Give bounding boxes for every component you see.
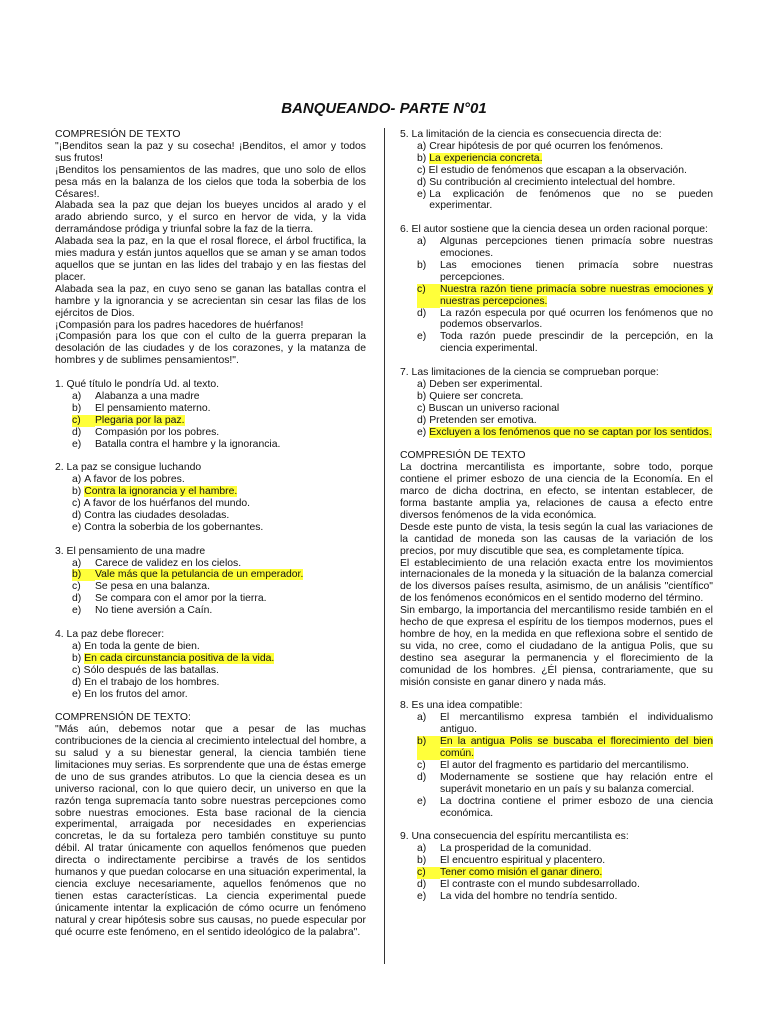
- option-a: a) A favor de los pobres.: [72, 474, 185, 486]
- option-a: a) Algunas percepciones tienen primacía sobre nuestras emociones.: [417, 236, 713, 260]
- option-d: d) Se compara con el amor por la tierra.: [72, 593, 267, 605]
- option-d: d) En el trabajo de los hombres.: [72, 676, 220, 688]
- passage-paragraph: El establecimiento de una relación exacta entre los movimientos internacionales de la moneda y la situación de la balanza comercial de los diversos países resulta, asimismo, de un análisis "científico" de los fenómenos económicos en el sentido moderno del término.: [400, 557, 713, 605]
- section-3: [400, 450, 713, 688]
- question-8: [400, 700, 713, 819]
- option-c: c) Se pesa en una balanza.: [72, 581, 210, 593]
- passage-paragraph: ¡Benditos los pensamientos de las madres, que uno solo de ellos pesa más en la balanza de los cielos que toda la soberbia de los Césares!.: [55, 164, 366, 200]
- column-divider: [384, 128, 385, 964]
- question-7: [400, 367, 713, 438]
- option-e: e) Toda razón puede prescindir de la percepción, en la ciencia experimental.: [417, 331, 713, 355]
- option-a: a) En toda la gente de bien.: [72, 640, 200, 652]
- option-b: b) Quiere ser concreta.: [417, 390, 524, 402]
- option-a: a) Carece de validez en los cielos.: [72, 557, 242, 569]
- question-6: [400, 224, 713, 355]
- option-d: d) El contraste con el mundo subdesarrollado.: [417, 879, 640, 891]
- passage-paragraph: Alabada sea la paz, en la que el rosal florece, el árbol fructifica, la mies madura y están juntos aquellos que se aman y se aman todos aquellos que se juntan en las lides del trabajo y en las fiestas del placer.: [55, 236, 366, 283]
- option-b: b) El pensamiento materno.: [72, 402, 211, 414]
- question-stem: 9. Una consecuencia del espíritu mercantilista es:: [400, 831, 629, 843]
- option-e: e) La doctrina contiene el primer esbozo de una ciencia económica.: [417, 795, 713, 819]
- passage-paragraph: ¡Compasión para los que con el culto de la guerra preparan la desolación de las ciudades y de los corazones, y la matanza de hombres y de sublimes pensamientos!".: [55, 331, 366, 367]
- question-stem: 7. Las limitaciones de la ciencia se comprueban porque:: [400, 367, 659, 379]
- option-b-highlighted: b) Vale más que la petulancia de un emperador.: [72, 569, 304, 581]
- passage-paragraph: La doctrina mercantilista es importante, sobre todo, porque contiene el primer esbozo de una ciencia de la Economía. En el marco de dicha doctrina, en efecto, se intentan establecer, de forma bastante amplia ya, relaciones de causa a efecto entre diversos fenómenos de la vida económica.: [400, 462, 713, 521]
- question-stem: 2. La paz se consigue luchando: [55, 462, 202, 474]
- option-d: d) Su contribución al crecimiento intelectual del hombre.: [417, 176, 676, 188]
- section-2: [55, 712, 366, 938]
- option-a: a) El mercantilismo expresa también el individualismo antiguo.: [417, 712, 713, 736]
- option-b-highlighted: b) En la antigua Polis se buscaba el florecimiento del bien común.: [417, 736, 713, 760]
- section-heading: COMPRESIÓN DE TEXTO: [400, 450, 526, 462]
- right-column: [400, 129, 713, 903]
- question-stem: 5. La limitación de la ciencia es consecuencia directa de:: [400, 129, 662, 140]
- option-c-highlighted: c) Plegaria por la paz.: [72, 414, 185, 426]
- question-stem: 4. La paz debe florecer:: [55, 629, 165, 640]
- option-b-highlighted: b) Contra la ignorancia y el hambre.: [72, 486, 238, 498]
- option-e-highlighted: e) Excluyen a los fenómenos que no se captan por los sentidos.: [417, 426, 712, 438]
- option-d: d) La razón especula por qué ocurren los fenómenos que no podemos observarlos.: [417, 307, 713, 331]
- option-b-highlighted: b) La experiencia concreta.: [417, 152, 543, 164]
- question-1: [55, 379, 366, 450]
- option-e: e) Batalla contra el hambre y la ignorancia.: [72, 438, 281, 450]
- option-c: c) Sólo después de las batallas.: [72, 664, 219, 676]
- question-4: [55, 629, 366, 700]
- option-e: e) La vida del hombre no tendría sentido.: [417, 890, 618, 902]
- option-b: b) El encuentro espiritual y placentero.: [417, 855, 606, 867]
- option-c-highlighted: c) Nuestra razón tiene primacía sobre nuestras emociones y nuestras percepciones.: [417, 283, 713, 307]
- option-b-highlighted: b) En cada circunstancia positiva de la vida.: [72, 652, 275, 664]
- option-a: a) La prosperidad de la comunidad.: [417, 843, 592, 855]
- question-5: [400, 129, 713, 212]
- question-stem: 1. Qué título le pondría Ud. al texto.: [55, 379, 220, 391]
- option-c-highlighted: c) Tener como misión el ganar dinero.: [417, 867, 603, 879]
- section-heading: COMPRESIÓN DE TEXTO: [55, 129, 181, 140]
- option-c: c) Buscan un universo racional: [417, 402, 560, 414]
- question-9: [400, 831, 713, 902]
- passage-paragraph: "Más aún, debemos notar que a pesar de las muchas contribuciones de la ciencia al crecimiento intelectual del hombre, a su salud y a su bienestar general, la ciencia también tiene limitaciones muy serias. Es sorprendente que una de éstas emerge de uno de sus grandes atributos. Lo que la ciencia desea es un universo racional, con lo que quiero decir, un universo en que la razón tenga supremacía tanto sobre nuestras percepciones como sobre nuestras emociones. Esta base racional de la ciencia experimental, arraigada por necesidades en experiencias concretas, le da su fortaleza pero también constituye su punto débil. Al tratar únicamente con aquellos fenómenos que pueden directa o indirectamente percibirse a través de los sentidos humanos y que puedan colocarse en una situación experimental, la ciencia excluye necesariamente, aquellos fenómenos que no tienen estas características. La ciencia experimental puede únicamente intentar la explicación de cómo ocurre un fenómeno natural y crear hipótesis sobre sus causas, no puede especular por qué ocurre este fenómeno, en el sentido ideológico de la palabra".: [55, 724, 366, 938]
- passage-paragraph: Alabada sea la paz que dejan los bueyes uncidos al arado y el arado abriendo surco, y el surco en hervor de vida, y la vida derramándose pródiga y triunfal sobre la faz de la tierra.: [55, 200, 366, 236]
- option-e: e) En los frutos del amor.: [72, 688, 188, 700]
- passage-paragraph: Sin embargo, la importancia del mercantilismo reside también en el hecho de que expresa el espíritu de los tiempos modernos, pues el hombre de hoy, en la medida en que reflexiona sobre el sentido de su vida, no cree, como el ciudadano de la antigua Polis, que su destino sea asegurar la permanencia y el florecimiento de la comunidad de los hombres. ¿Él piensa, contrariamente, que su misión consiste en ganar dinero y nada más.: [400, 605, 713, 688]
- section-heading: COMPRENSIÓN DE TEXTO:: [55, 712, 191, 724]
- question-2: [55, 462, 366, 533]
- question-stem: 3. El pensamiento de una madre: [55, 545, 206, 557]
- passage-paragraph: ¡Compasión para los padres hacedores de huérfanos!: [55, 319, 304, 331]
- option-d: d) Contra las ciudades desoladas.: [72, 509, 230, 521]
- option-e: e) No tiene aversión a Caín.: [72, 605, 213, 617]
- page-title: BANQUEANDO- PARTE N°01: [281, 100, 487, 117]
- option-c: c) A favor de los huérfanos del mundo.: [72, 498, 251, 510]
- option-e: e) Contra la soberbia de los gobernantes.: [72, 521, 264, 533]
- option-a: a) Alabanza a una madre: [72, 390, 200, 402]
- option-c: c) El autor del fragmento es partidario del mercantilismo.: [417, 759, 689, 771]
- passage-paragraph: Desde este punto de vista, la tesis según la cual las variaciones de la cantidad de moneda son las causas de la variación de los precios, por muy discutible que sea, es completamente típica.: [400, 521, 713, 557]
- passage-paragraph: "¡Benditos sean la paz y su cosecha! ¡Benditos, el amor y todos sus frutos!: [55, 140, 366, 164]
- question-3: [55, 546, 366, 617]
- option-d: d) Modernamente se sostiene que hay relación entre el superávit monetario en un país y su balanza comercial.: [417, 771, 713, 795]
- option-a: a) Deben ser experimental.: [417, 379, 543, 390]
- question-stem: 6. El autor sostiene que la ciencia desea un orden racional porque:: [400, 224, 708, 236]
- left-column: [55, 129, 366, 939]
- option-a: a) Crear hipótesis de por qué ocurren los fenómenos.: [417, 140, 664, 152]
- option-c: c) El estudio de fenómenos que escapan a la observación.: [417, 164, 687, 176]
- passage-paragraph: Alabada sea la paz, en cuyo seno se ganan las batallas contra el hambre y la ignorancia y se acrecientan sin cesar las filas de los ejércitos de Dios.: [55, 283, 366, 319]
- option-b: b) Las emociones tienen primacía sobre nuestras percepciones.: [417, 259, 713, 283]
- option-e: e) La explicación de fenómenos que no se pueden experimentar.: [417, 188, 713, 212]
- option-d: d) Compasión por los pobres.: [72, 426, 220, 438]
- option-d: d) Pretenden ser emotiva.: [417, 414, 537, 426]
- question-stem: 8. Es una idea compatible:: [400, 700, 523, 712]
